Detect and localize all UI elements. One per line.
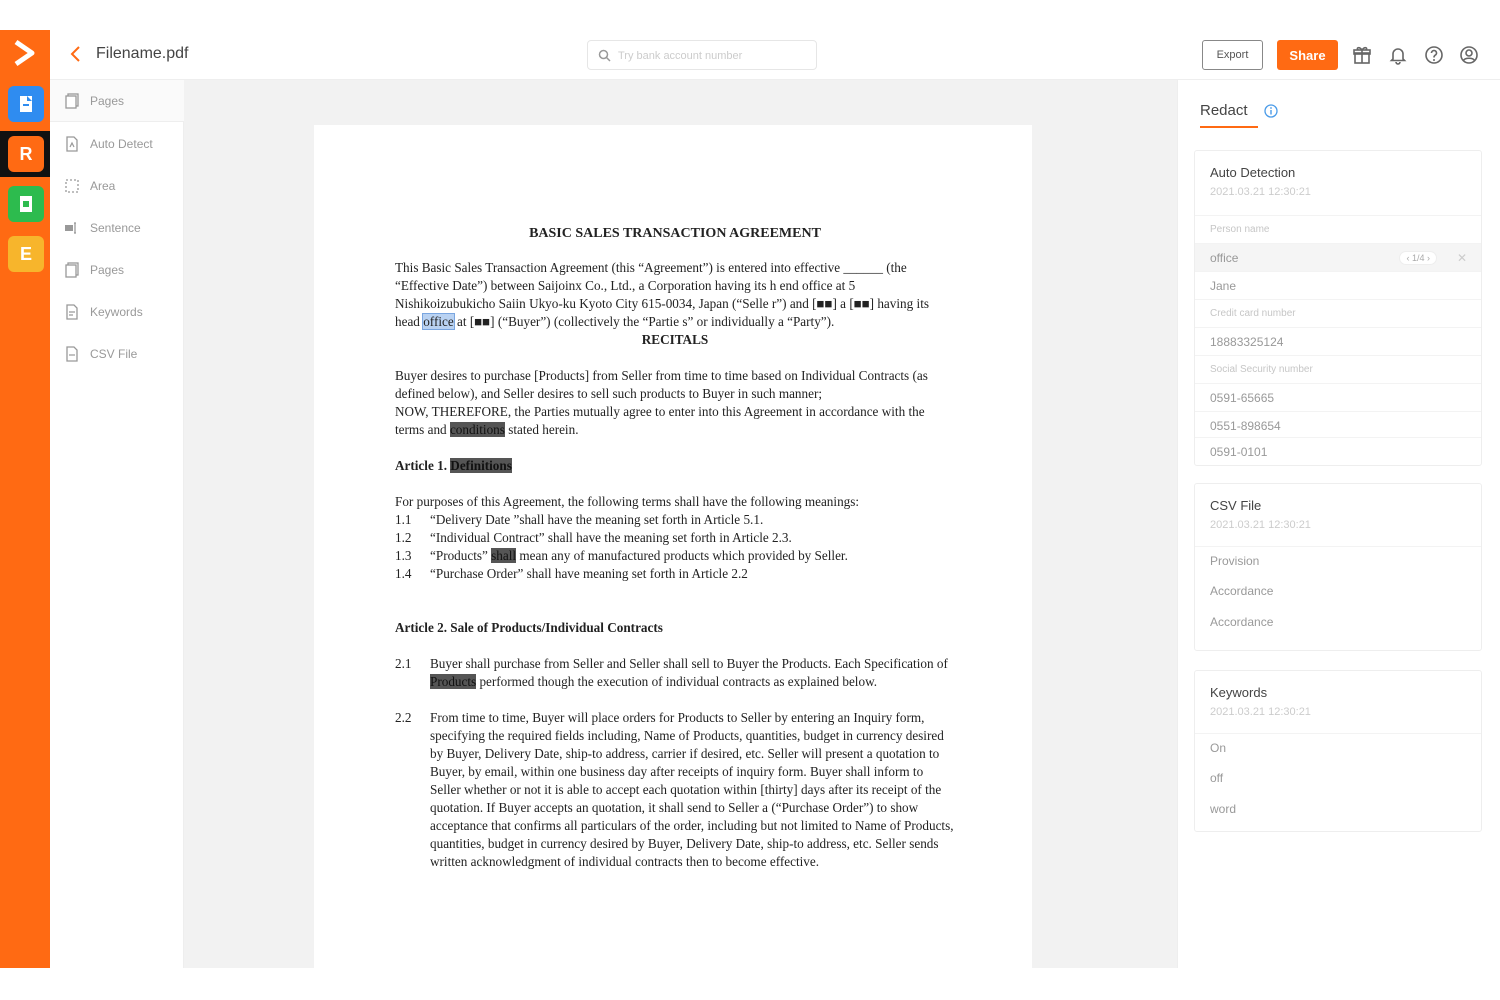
doc-title: BASIC SALES TRANSACTION AGREEMENT [529, 226, 821, 241]
redaction-mark[interactable]: conditions [449, 422, 505, 437]
auto-detect-icon [64, 136, 80, 152]
doc-intro [395, 259, 955, 331]
tool-csv-file[interactable] [50, 333, 184, 375]
doc-text-run: NOW, THEREFORE, the Parties mutually agree to enter into this Agreement in accordance with the terms and [395, 404, 925, 437]
doc-text-run: at [■■] (“Buyer”) (collectively the “Partie s” or individually a “Party”). [453, 314, 835, 329]
tool-label: Area [90, 179, 116, 193]
tool-pages[interactable] [50, 80, 184, 122]
keywords-card [1194, 670, 1482, 832]
e-app-icon[interactable] [8, 236, 44, 272]
category-label: Social Security number [1195, 355, 1481, 383]
card-timestamp: 2021.03.21 12:30:21 [1210, 706, 1311, 718]
pages-icon [64, 262, 80, 278]
item-text: “Individual Contract” shall have the meaning set forth in Article 2.3. [430, 530, 792, 545]
csv-file-icon [64, 346, 80, 362]
tool-keywords[interactable] [50, 291, 184, 333]
list-item [395, 565, 955, 583]
auto-detection-card [1194, 150, 1482, 466]
detected-item[interactable]: 18883325124 [1195, 327, 1481, 355]
tool-label: Sentence [90, 221, 141, 235]
tool-auto-detect[interactable] [50, 123, 184, 165]
search-input[interactable] [618, 47, 808, 65]
detected-item[interactable]: 0551-898654 [1195, 411, 1481, 439]
area-icon [64, 178, 80, 194]
sheet-app-icon[interactable] [8, 186, 44, 222]
help-icon[interactable] [1424, 45, 1444, 65]
redact-app-letter: R [19, 143, 33, 164]
item-text [430, 547, 955, 565]
filename-title: Filename.pdf [96, 45, 189, 62]
recitals-paragraph: Buyer desires to purchase [Products] from Seller from time to time based on Individual Contracts (as defined below), and Seller desires to sell such products to Buyer in such manner; [395, 368, 928, 401]
export-button[interactable]: Export [1202, 40, 1263, 70]
document-app-icon[interactable] [8, 86, 44, 122]
detected-item-selected[interactable] [1195, 243, 1481, 271]
item-number: 1.3 [395, 548, 412, 563]
account-icon[interactable] [1459, 45, 1479, 65]
redaction-mark[interactable]: shall [491, 548, 517, 563]
pages-icon [64, 93, 80, 109]
list-item [395, 529, 955, 547]
item-text: “Purchase Order” shall have meaning set forth in Article 2.2 [430, 566, 748, 581]
detected-item[interactable]: 0591-65665 [1195, 383, 1481, 411]
csv-file-card [1194, 483, 1482, 651]
list-item [395, 709, 955, 871]
document-page[interactable] [314, 125, 1032, 968]
doc-text-run: Article 1. [395, 458, 451, 473]
doc-text-run: stated herein. [504, 422, 579, 437]
sentence-icon [64, 220, 80, 236]
item-number: 2.2 [395, 710, 412, 725]
list-item [395, 655, 955, 691]
tool-pages-2[interactable] [50, 249, 184, 291]
list-item [395, 511, 955, 529]
tool-label: Pages [90, 263, 125, 277]
category-label: Person name [1195, 215, 1481, 243]
app-rail [0, 30, 50, 968]
tool-label: Auto Detect [90, 137, 153, 151]
tool-label: Keywords [90, 305, 143, 319]
card-title: CSV File [1210, 498, 1262, 513]
recitals-heading: RECITALS [641, 332, 709, 347]
keyword-item[interactable]: On [1195, 733, 1481, 761]
search-icon [598, 49, 611, 62]
item-text: “Delivery Date ”shall have the meaning set forth in Article 5.1. [430, 512, 764, 527]
recitals-paragraph-2 [395, 403, 955, 439]
bell-icon[interactable] [1388, 45, 1408, 65]
redact-tab[interactable]: Redact [1200, 102, 1248, 119]
redaction-mark[interactable]: Products [430, 674, 477, 689]
card-title: Keywords [1210, 685, 1268, 700]
active-tab-underline [1200, 126, 1258, 128]
detected-item[interactable]: 0591-0101 [1195, 437, 1481, 465]
tools-sidebar [50, 80, 184, 968]
close-icon[interactable]: ✕ [1456, 251, 1467, 265]
item-text [430, 655, 955, 691]
info-icon[interactable] [1264, 104, 1278, 118]
document-viewer[interactable] [184, 80, 1177, 968]
search-box[interactable] [587, 40, 817, 70]
selected-redaction[interactable]: office [423, 314, 454, 329]
tool-label: CSV File [90, 347, 138, 361]
top-bar [50, 30, 1500, 80]
keyword-item[interactable]: off [1210, 771, 1224, 785]
doc-text-run: mean any of manufactured products which provided by Seller. [516, 548, 848, 563]
app-window [0, 30, 1500, 968]
doc-text-run: Buyer shall purchase from Seller and Seller shall sell to Buyer the Products. Each Specification of [430, 656, 948, 671]
card-timestamp: 2021.03.21 12:30:21 [1210, 519, 1311, 531]
logo-chevron-icon[interactable] [10, 38, 40, 68]
detected-item[interactable]: Jane [1195, 271, 1481, 299]
category-label: Credit card number [1195, 299, 1481, 327]
item-number: 1.2 [395, 530, 412, 545]
item-number: 1.1 [395, 512, 412, 527]
csv-item[interactable]: Provision [1195, 546, 1481, 574]
article-1-intro: For purposes of this Agreement, the following terms shall have the following meanings: [395, 494, 860, 509]
redact-app-icon[interactable] [8, 136, 44, 172]
doc-text-run: “Products” [430, 548, 492, 563]
redaction-mark[interactable]: Definitions [450, 458, 512, 473]
back-arrow-icon[interactable] [68, 44, 84, 64]
item-text: From time to time, Buyer will place orders for Products to Seller by entering an Inquiry form, specifying the required fields including, Name of Products, quantities, budget in currency desired by Buyer, Delivery Date, ship-to address, carrier if desired, etc. Seller will present a quotation to Buyer, by email, within one business day after receipts of inquiry form. Buyer shall inform to Seller whether or not it is able to accept each quotation within [thirty] days after its receipt of the quotation. If Buyer accepts an quotation, it shall send to Seller a (“Purchase Order”) to show acceptance that confirms all particulars of the order, including but not limited to Name of Products, quantities, budget in currency desired by Buyer, Delivery Date, ship-to address, etc. Seller sends written acknowledgment of individual contracts then to become effective. [430, 710, 954, 869]
item-number: 1.4 [395, 566, 412, 581]
list-item [395, 547, 955, 565]
keyword-item[interactable]: word [1210, 802, 1237, 816]
tool-area[interactable] [50, 165, 184, 207]
doc-text-run: performed though the execution of individual contracts as explained below. [476, 674, 878, 689]
article-1-heading [395, 457, 955, 475]
keywords-icon [64, 304, 80, 320]
item-number: 2.1 [395, 656, 412, 671]
detected-item-text: office [1210, 250, 1239, 265]
doc-text-run: This Basic Sales Transaction Agreement (this “Agreement”) is entered into effective ______ (the “Effective Date”) between Saijoinx Co., Ltd., a Corporation having its h end office at 5 Nishikoizubukicho Saiin Ukyo-ku Kyoto City 615-0034, Japan (“Selle r”) and [■■] a [■■] having its head [395, 260, 929, 329]
e-app-letter: E [19, 243, 32, 264]
article-2-heading: Article 2. Sale of Products/Individual Contracts [395, 620, 663, 635]
match-navigator[interactable]: ‹ 1/4 › [1399, 251, 1437, 265]
tool-sentence[interactable] [50, 207, 184, 249]
share-button[interactable]: Share [1277, 40, 1338, 70]
gift-icon[interactable] [1352, 45, 1372, 65]
csv-item[interactable]: Accordance [1210, 584, 1274, 598]
card-title: Auto Detection [1210, 165, 1296, 180]
csv-item[interactable]: Accordance [1210, 615, 1274, 629]
document-text [395, 225, 955, 871]
tool-label: Pages [90, 93, 125, 108]
redact-panel [1177, 80, 1500, 968]
card-timestamp: 2021.03.21 12:30:21 [1210, 186, 1311, 198]
